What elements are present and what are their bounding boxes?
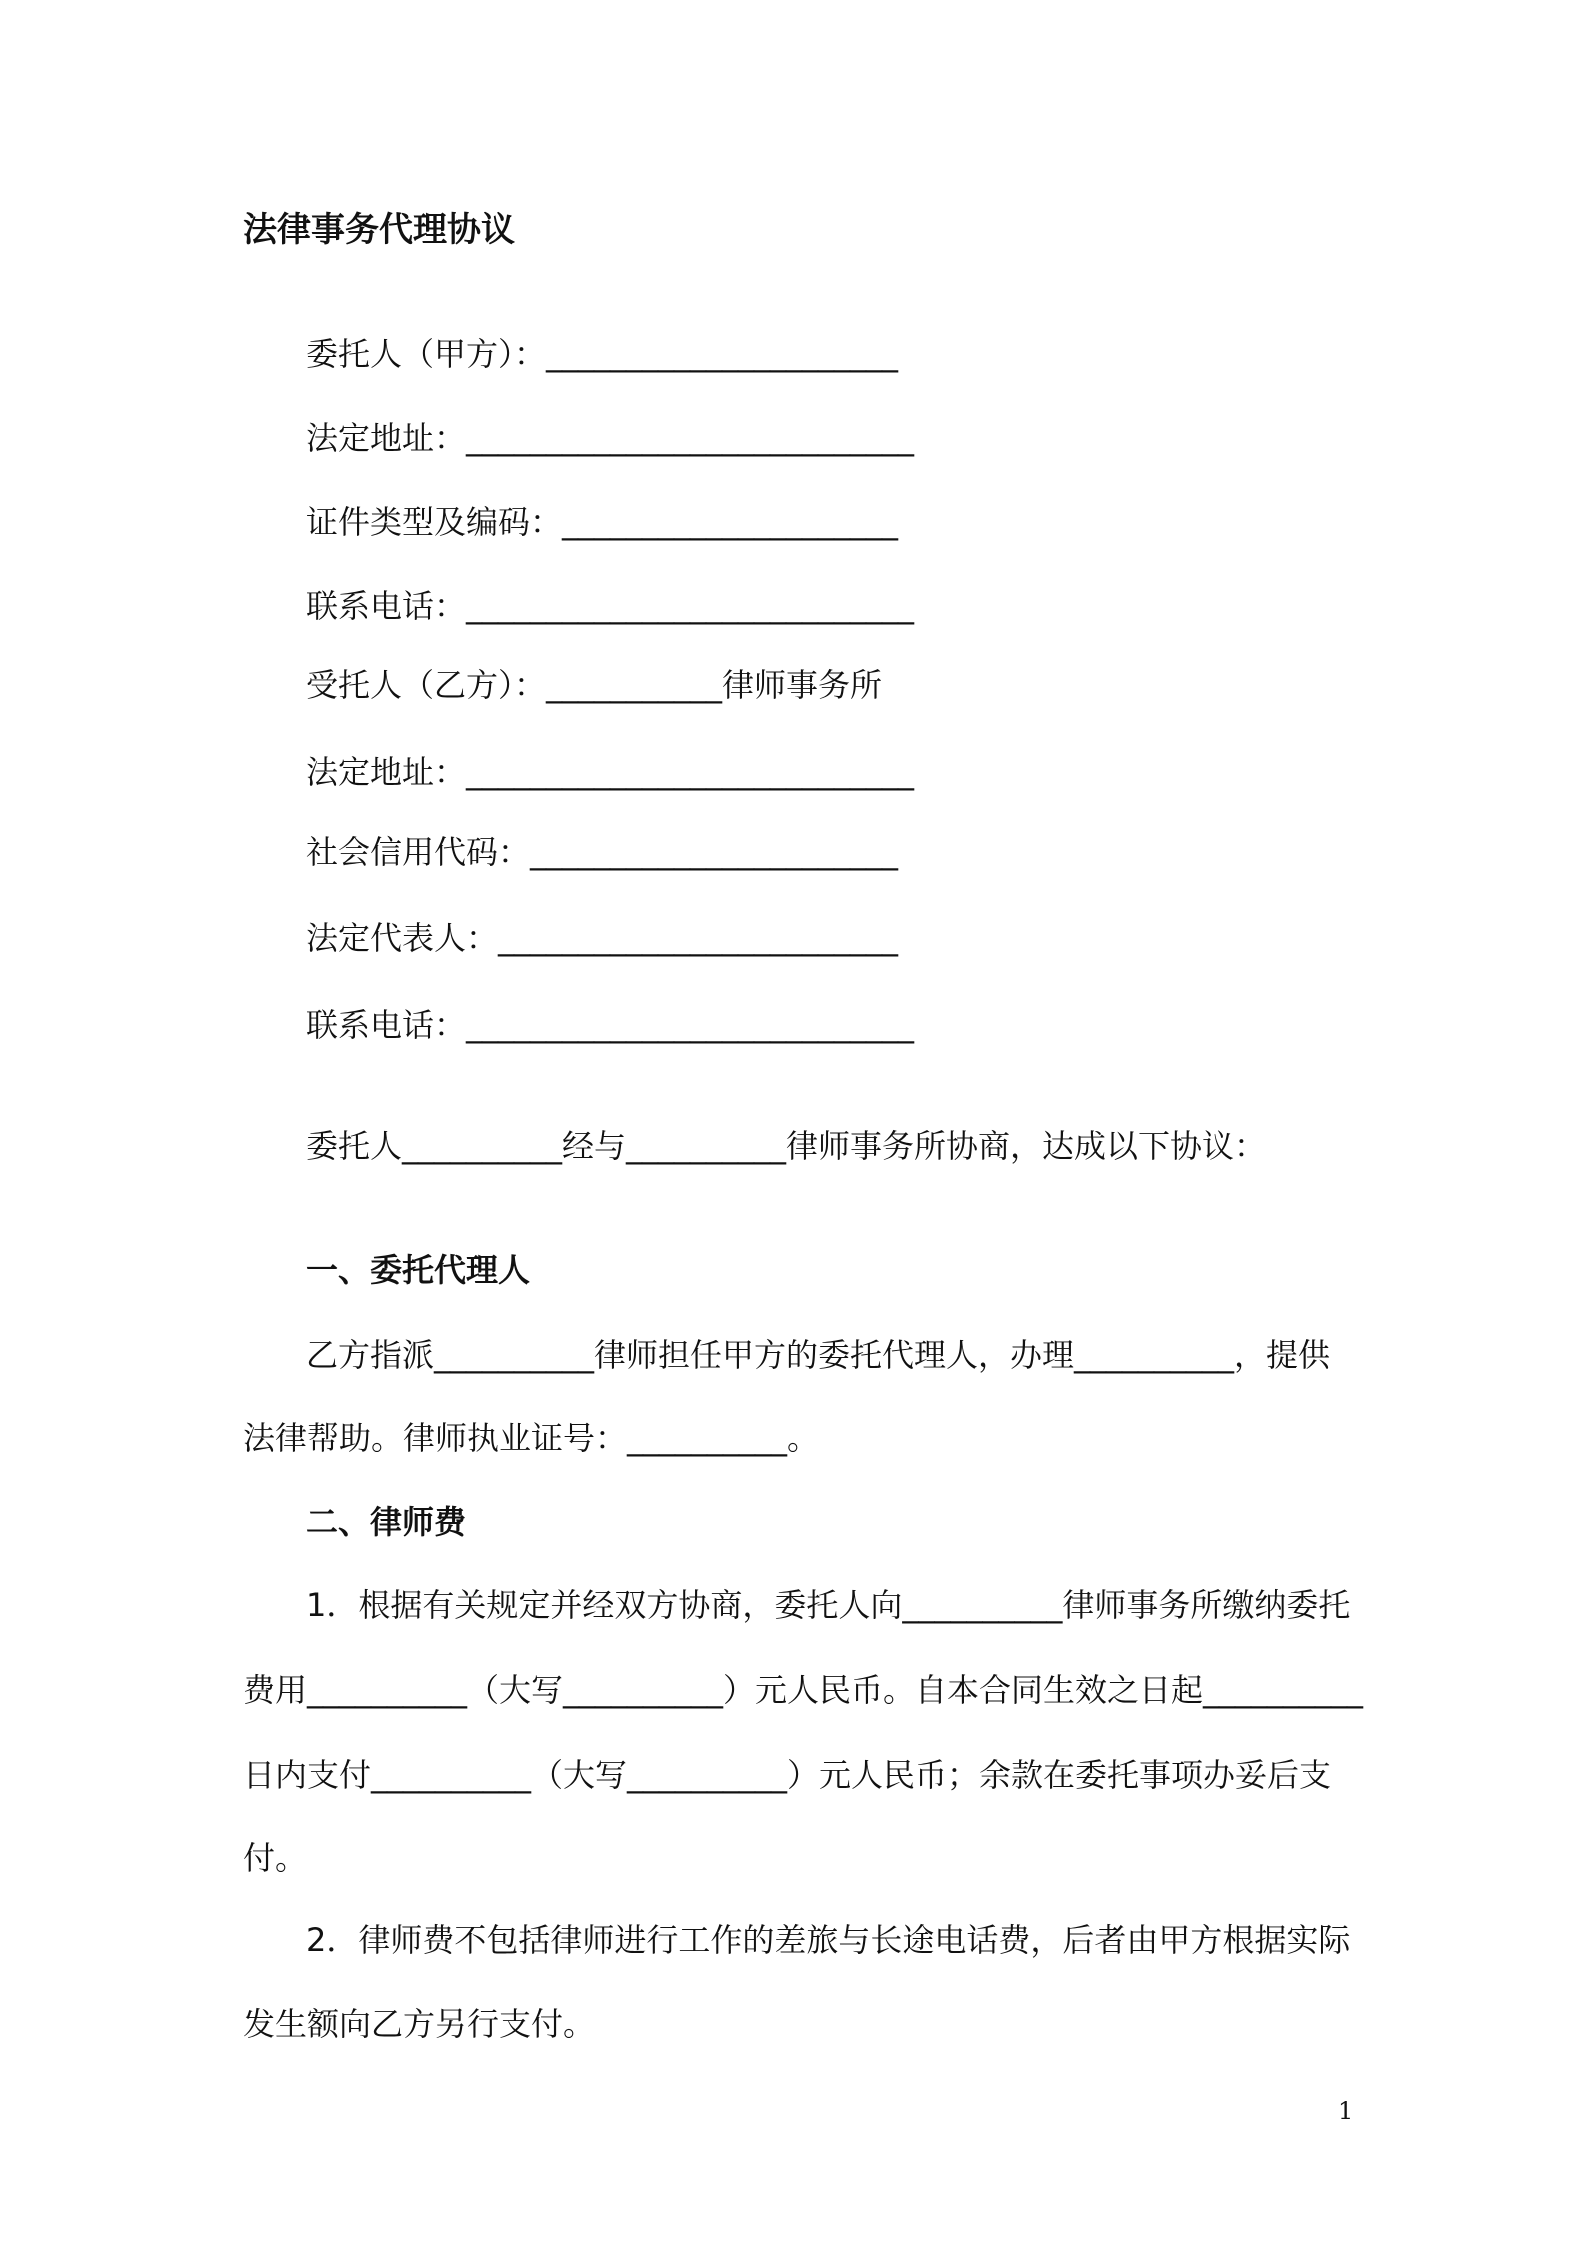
section-1-heading: 一、委托代理人: [306, 1251, 531, 1289]
agent-address-line: 法定地址：____________________________: [306, 753, 915, 791]
section-2-item-2-line-2: 发生额向乙方另行支付。: [243, 2005, 596, 2043]
section-2-item-1-line-3: 日内支付__________（大写__________）元人民币；余款在委托事项办妥后支: [243, 1756, 1332, 1794]
section-2-item-1-line-4: 付。: [243, 1839, 308, 1877]
section-2-item-1-line-2: 费用__________（大写__________）元人民币。自本合同生效之日起__________: [243, 1671, 1364, 1709]
agent-line: 受托人（乙方）：___________律师事务所: [306, 666, 883, 704]
client-id-line: 证件类型及编码：_____________________: [306, 503, 899, 541]
agent-credit-code-line: 社会信用代码：_______________________: [306, 833, 899, 871]
document-title: 法律事务代理协议: [243, 210, 515, 250]
section-2-item-2-line-1: 2．律师费不包括律师进行工作的差旅与长途电话费，后者由甲方根据实际: [306, 1921, 1351, 1959]
section-1-para-line-1: 乙方指派__________律师担任甲方的委托代理人，办理__________，提供: [306, 1336, 1331, 1374]
client-line: 委托人（甲方）：______________________: [306, 335, 899, 373]
section-2-item-1-line-1: 1．根据有关规定并经双方协商，委托人向__________律师事务所缴纳委托: [306, 1586, 1351, 1624]
page-number: 1: [1338, 2097, 1354, 2125]
intro-line: 委托人__________经与__________律师事务所协商，达成以下协议：: [306, 1127, 1267, 1165]
agent-phone-line: 联系电话：____________________________: [306, 1006, 915, 1044]
client-phone-line: 联系电话：____________________________: [306, 587, 915, 625]
client-address-line: 法定地址：____________________________: [306, 419, 915, 457]
agent-legal-rep-line: 法定代表人：_________________________: [306, 919, 899, 957]
section-2-heading: 二、律师费: [306, 1503, 467, 1541]
section-1-para-line-2: 法律帮助。律师执业证号：__________。: [243, 1419, 820, 1457]
